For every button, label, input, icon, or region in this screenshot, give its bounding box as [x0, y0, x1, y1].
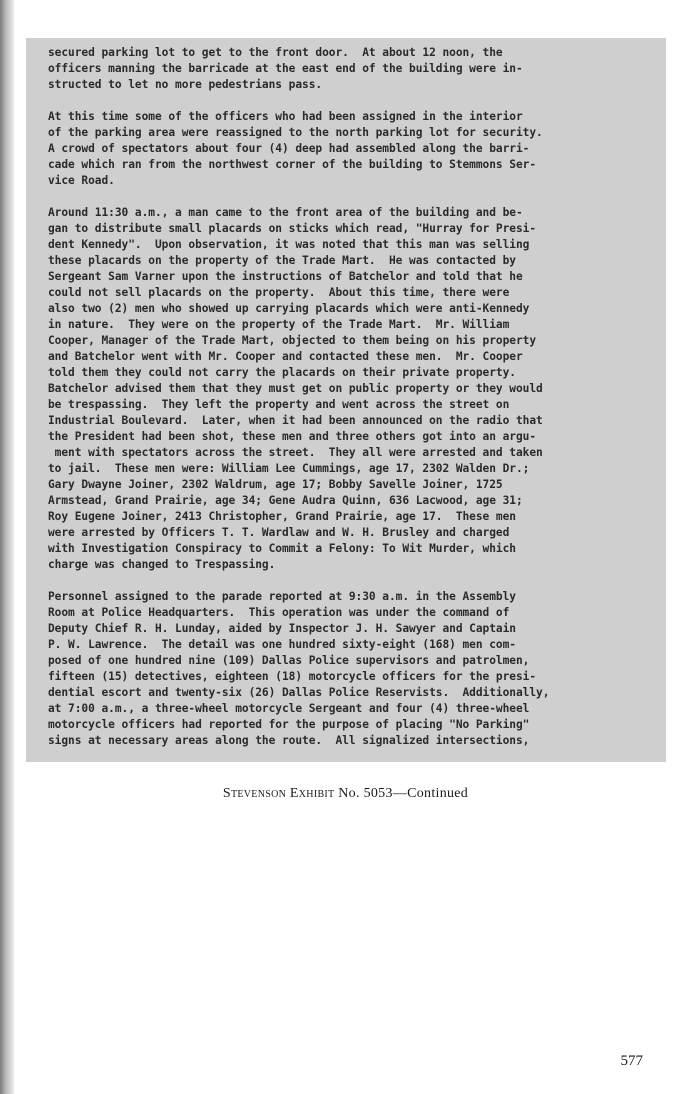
exhibit-number: No. 5053—Continued: [334, 786, 469, 801]
exhibit-name: Stevenson Exhibit: [222, 786, 335, 801]
paragraph-parking-lot: secured parking lot to get to the front door. At about 12 noon, the officers manning the barricade at the east end of the building were in- structed to let no more pedestrians pass.: [48, 46, 523, 91]
paragraph-placards: Around 11:30 a.m., a man came to the front area of the building and be- gan to distribute small placards on sticks which read, "Hurray for Presi- dent Kennedy". Upon observation, it was noted that this man was selling these placards on the property of the Trade Mart. He was contacted by Sergeant Sam Varner upon the instructions of Batchelor and told that he could not sell placards on the property. About this time, there were also two (2) men who showed up carrying placards which were anti-Kennedy in nature. They were on the property of the Trade Mart. Mr. William Cooper, Manager of the Trade Mart, objected to them being on his property and Batchelor went with Mr. Cooper and contacted these men. Mr. Cooper told them they could not carry the placards on their private property. Batchelor advised them that they must get on public property or they would be trespassing. They left the property and went across the street on Industrial Boulevard. Later, when it had been announced on the radio that the President had been shot, these men and three others got into an argu- ment with spectators across the street. They all were arrested and taken to jail. These men were: William Lee Cummings, age 17, 2302 Walden Dr.; Gary Dwayne Joiner, 2302 Waldrum, age 17; Bobby Savelle Joiner, 1725 Armstead, Grand Prairie, age 34; Gene Audra Quinn, 636 Lacwood, age 31; Roy Eugene Joiner, 2413 Christopher, Grand Prairie, age 17. These men were arrested by Officers T. T. Wardlaw and W. H. Brusley and charged with Investigation Conspiracy to Commit a Felony: To Wit Murder, which charge was changed to Trespassing.: [48, 206, 543, 571]
paragraph-spectators: At this time some of the officers who had been assigned in the interior of the parking area were reassigned to the north parking lot for security. A crowd of spectators about four (4) deep had assembled along the barri- cade which ran from the northwest corner of the building to Stemmons Ser- vice Road.: [48, 110, 543, 187]
typewritten-scan: [26, 38, 666, 762]
paragraph-parade-personnel: Personnel assigned to the parade reported at 9:30 a.m. in the Assembly Room at Police Headquarters. This operation was under the command of Deputy Chief R. H. Lunday, aided by Inspector J. H. Sawyer and Captain P. W. Lawrence. The detail was one hundred sixty-eight (168) men com- posed of one hundred nine (109) Dallas Police supervisors and patrolmen, fifteen (15) detectives, eighteen (18) motorcycle officers for the presi- dential escort and twenty-six (26) Dallas Police Reservists. Additionally, at 7:00 a.m., a three-wheel motorcycle Sergeant and four (4) three-wheel motorcycle officers had reported for the purpose of placing "No Parking" signs at necessary areas along the route. All signalized intersections,: [48, 590, 550, 747]
page-number: 577: [620, 1053, 643, 1069]
binding-shadow: [0, 0, 14, 1094]
exhibit-caption: [0, 786, 691, 802]
